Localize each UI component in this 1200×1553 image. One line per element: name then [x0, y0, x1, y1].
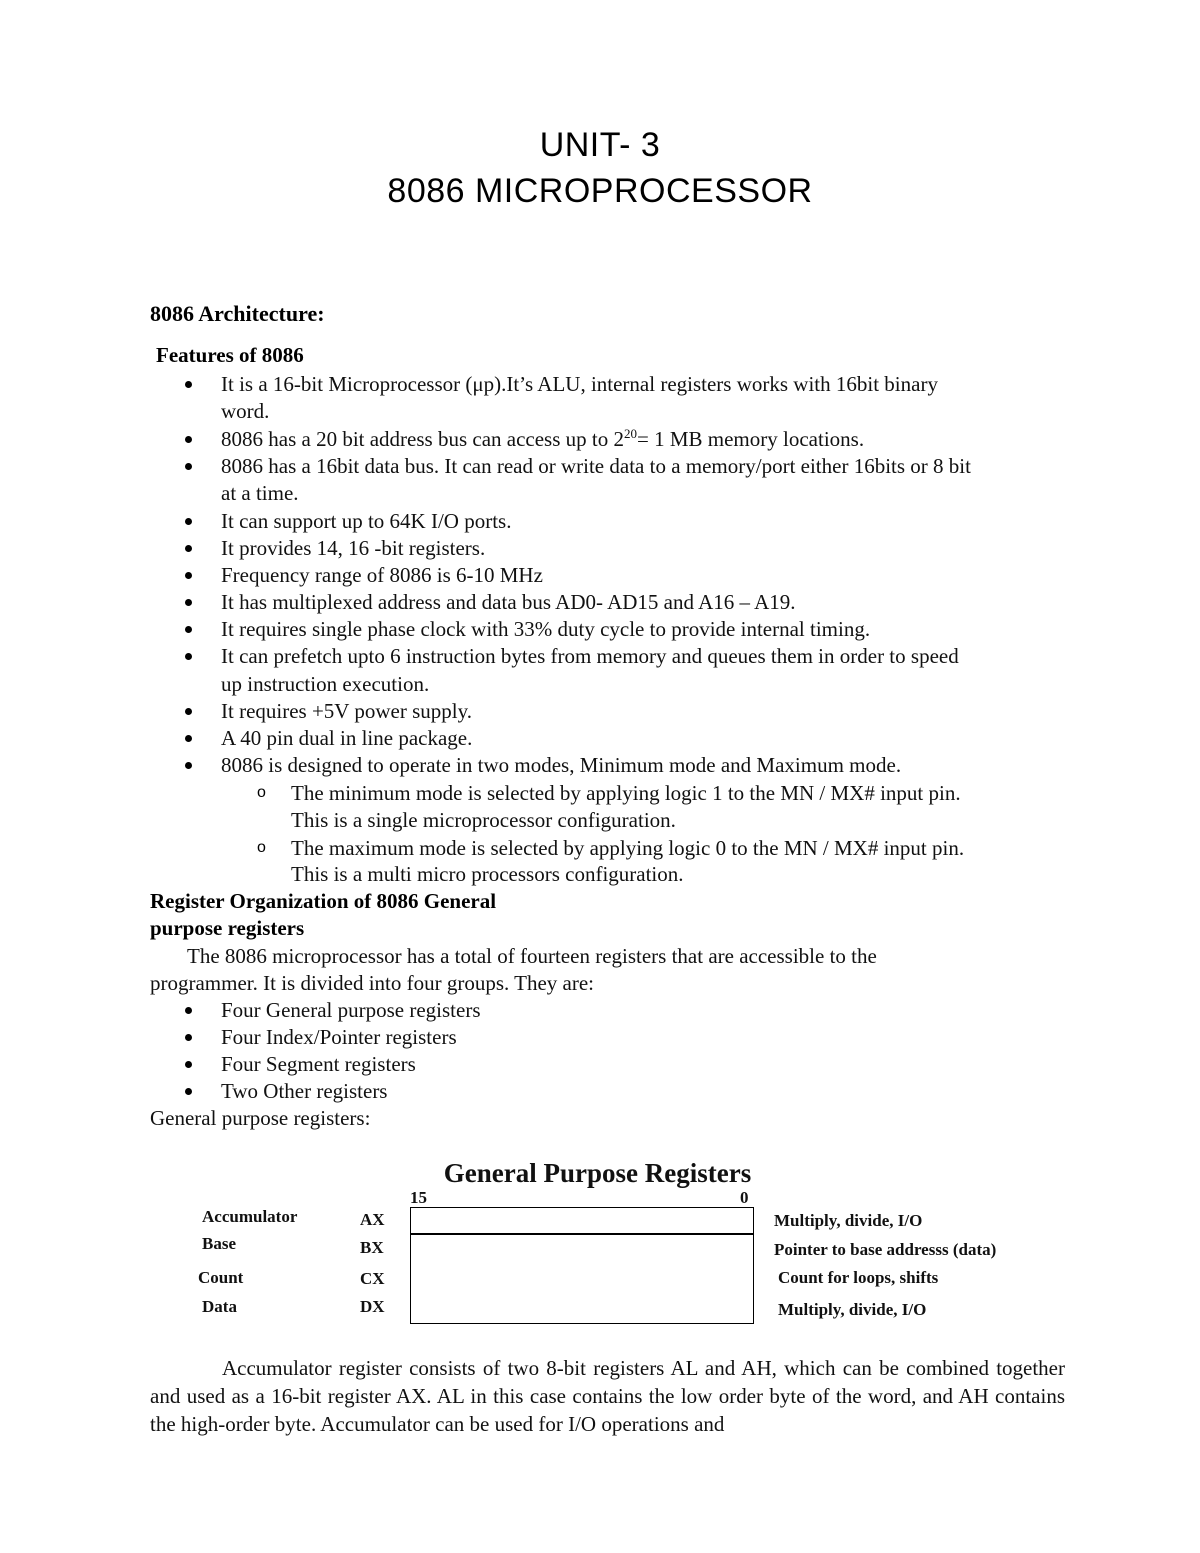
bullet-icon — [185, 762, 192, 769]
register-org-heading-cont: purpose registers — [150, 916, 305, 940]
feature-7: It has multiplexed address and data bus AD0- AD15 and A16 – A19. — [221, 590, 796, 614]
feature-10: It requires +5V power supply. — [221, 699, 472, 723]
chapter-title: 8086 MICROPROCESSOR — [387, 172, 813, 210]
mode-maximum-cont: This is a multi micro processors configuration. — [291, 862, 684, 886]
row-use: Multiply, divide, I/O — [778, 1300, 927, 1319]
gp-registers-label: General purpose registers: — [150, 1106, 371, 1130]
bullet-icon — [185, 381, 192, 388]
feature-3: 8086 has a 16bit data bus. It can read or write data to a memory/port either 16bits or 8 bit — [221, 454, 971, 478]
group-item: Four Index/Pointer registers — [221, 1025, 457, 1049]
accumulator-paragraph — [150, 1354, 1065, 1438]
figure-title: General Purpose Registers — [443, 1158, 752, 1188]
row-name: Base — [202, 1234, 236, 1253]
row-reg: DX — [360, 1297, 385, 1316]
row-reg: BX — [360, 1238, 384, 1257]
mode-minimum: The minimum mode is selected by applying logic 1 to the MN / MX# input pin. — [291, 781, 961, 805]
register-intro-cont: programmer. It is divided into four groups. They are: — [150, 971, 595, 995]
bullet-icon — [185, 436, 192, 443]
feature-1: It is a 16-bit Microprocessor (μp).It’s ALU, internal registers works with 16bit binary — [221, 372, 938, 396]
bullet-icon — [185, 463, 192, 470]
row-use: Pointer to base addresss (data) — [774, 1240, 997, 1259]
bullet-icon — [185, 735, 192, 742]
bit-low-label: 0 — [740, 1188, 749, 1207]
bullet-icon — [185, 599, 192, 606]
mode-minimum-cont: This is a single microprocessor configuration. — [291, 808, 676, 832]
row-name: Accumulator — [202, 1207, 298, 1226]
section-heading-architecture: 8086 Architecture: — [150, 301, 325, 326]
sub-bullet-icon: o — [257, 784, 266, 801]
feature-2-text-end: = 1 MB memory locations. — [637, 427, 865, 451]
feature-9: It can prefetch upto 6 instruction bytes from memory and queues them in order to speed — [221, 644, 959, 668]
bit-high-label: 15 — [410, 1188, 427, 1207]
row-name: Data — [202, 1297, 237, 1316]
feature-5: It provides 14, 16 -bit registers. — [221, 536, 486, 560]
feature-12: 8086 is designed to operate in two modes, Minimum mode and Maximum mode. — [221, 753, 902, 777]
feature-4: It can support up to 64K I/O ports. — [221, 509, 512, 533]
feature-2-text: 8086 has a 20 bit address bus can access up to 2 — [221, 427, 624, 451]
bullet-icon — [185, 572, 192, 579]
row-reg: CX — [360, 1269, 385, 1288]
register-org-heading: Register Organization of 8086 General — [150, 889, 497, 913]
feature-1-cont: word. — [221, 399, 270, 423]
group-item: Two Other registers — [221, 1079, 388, 1103]
row-reg: AX — [360, 1210, 385, 1229]
sub-bullet-icon: o — [257, 839, 266, 856]
feature-8: It requires single phase clock with 33% duty cycle to provide internal timing. — [221, 617, 871, 641]
bullet-icon — [185, 1061, 192, 1068]
gp-registers-figure — [180, 1152, 1040, 1337]
bullet-icon — [185, 1034, 192, 1041]
bx-cx-dx-register-box — [410, 1233, 754, 1324]
bullet-icon — [185, 626, 192, 633]
bullet-icon — [185, 1007, 192, 1014]
feature-3-cont: at a time. — [221, 481, 299, 505]
row-name: Count — [198, 1268, 244, 1287]
feature-2-exponent: 20 — [624, 426, 637, 441]
group-item: Four General purpose registers — [221, 998, 481, 1022]
bullet-icon — [185, 518, 192, 525]
features-heading: Features of 8086 — [156, 343, 304, 367]
feature-2 — [221, 426, 864, 453]
feature-11: A 40 pin dual in line package. — [221, 726, 473, 750]
bullet-icon — [185, 708, 192, 715]
register-intro: The 8086 microprocessor has a total of fourteen registers that are accessible to the — [187, 944, 877, 968]
row-use: Count for loops, shifts — [778, 1268, 939, 1287]
bullet-icon — [185, 545, 192, 552]
unit-title: UNIT- 3 — [539, 126, 661, 164]
bullet-icon — [185, 1088, 192, 1095]
feature-6: Frequency range of 8086 is 6-10 MHz — [221, 563, 543, 587]
accumulator-paragraph-text: Accumulator register consists of two 8-bit registers AL and AH, which can be combined together and used as a 16-bit register AX. AL in this case contains the low order byte of the word, and AH contains the high-order byte. Accumulator can be used for I/O operations and — [150, 1356, 1065, 1436]
feature-9-cont: up instruction execution. — [221, 672, 430, 696]
group-item: Four Segment registers — [221, 1052, 416, 1076]
row-use: Multiply, divide, I/O — [774, 1211, 923, 1230]
ax-register-box — [410, 1207, 754, 1235]
bullet-icon — [185, 653, 192, 660]
mode-maximum: The maximum mode is selected by applying logic 0 to the MN / MX# input pin. — [291, 836, 965, 860]
